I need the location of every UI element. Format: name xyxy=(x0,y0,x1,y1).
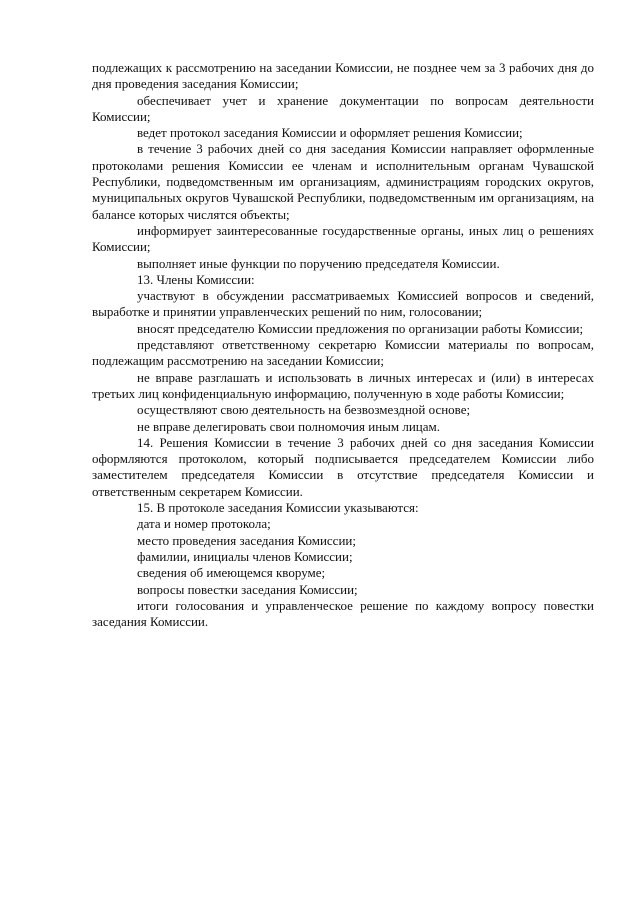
paragraph: участвуют в обсуждении рассматриваемых Комиссией вопросов и сведений, выработке и принятии управленческих решений по ним, голосовании; xyxy=(92,288,594,320)
paragraph: осуществляют свою деятельность на безвозмездной основе; xyxy=(137,402,471,418)
document-page xyxy=(92,60,594,630)
section-heading-15: 15. В протоколе заседания Комиссии указываются: xyxy=(137,500,419,516)
paragraph-continuation: подлежащих к рассмотрению на заседании Комиссии, не позднее чем за 3 рабочих дня до дня проведения заседания Комиссии; xyxy=(92,60,594,92)
paragraph: не вправе делегировать свои полномочия иным лицам. xyxy=(137,418,441,434)
list-item: сведения об имеющемся кворуме; xyxy=(137,565,326,581)
list-item: вопросы повестки заседания Комиссии; xyxy=(137,581,358,597)
paragraph: ведет протокол заседания Комиссии и оформляет решения Комиссии; xyxy=(137,125,523,141)
list-item: дата и номер протокола; xyxy=(137,516,271,532)
paragraph: информирует заинтересованные государственные органы, иных лиц о решениях Комиссии; xyxy=(92,222,594,255)
section-heading-13: 13. Члены Комиссии: xyxy=(137,271,255,287)
section-14: 14. Решения Комиссии в течение 3 рабочих дней со дня заседания Комиссии оформляются протоколом, который подписывается председателем Комиссии либо заместителем председателя Комиссии в отсутствие председателя Комиссии и ответственным секретарем Комиссии. xyxy=(92,434,594,499)
paragraph: в течение 3 рабочих дней со дня заседания Комиссии направляет оформленные протоколами решения Комиссии ее членам и исполнительным органам Чувашской Республики, подведомственным им организациям, администрациям городских округов, муниципальных округов Чувашской Республики, подведомственным им организациям, на балансе которых числятся объекты; xyxy=(92,141,594,222)
paragraph: выполняет иные функции по поручению председателя Комиссии. xyxy=(137,255,500,271)
paragraph: представляют ответственному секретарю Комиссии материалы по вопросам, подлежащим рассмотрению на заседании Комиссии; xyxy=(92,337,594,369)
list-item: место проведения заседания Комиссии; xyxy=(137,532,356,548)
paragraph: не вправе разглашать и использовать в личных интересах и (или) в интересах третьих лиц конфиденциальную информацию, полученную в ходе работы Комиссии; xyxy=(92,369,594,401)
list-item: фамилии, инициалы членов Комиссии; xyxy=(137,548,353,564)
paragraph: вносят председателю Комиссии предложения по организации работы Комиссии; xyxy=(137,320,584,336)
paragraph: обеспечивает учет и хранение документации по вопросам деятельности Комиссии; xyxy=(92,92,594,124)
list-item: итоги голосования и управленческое решение по каждому вопросу повестки заседания Комиссии. xyxy=(92,597,594,630)
